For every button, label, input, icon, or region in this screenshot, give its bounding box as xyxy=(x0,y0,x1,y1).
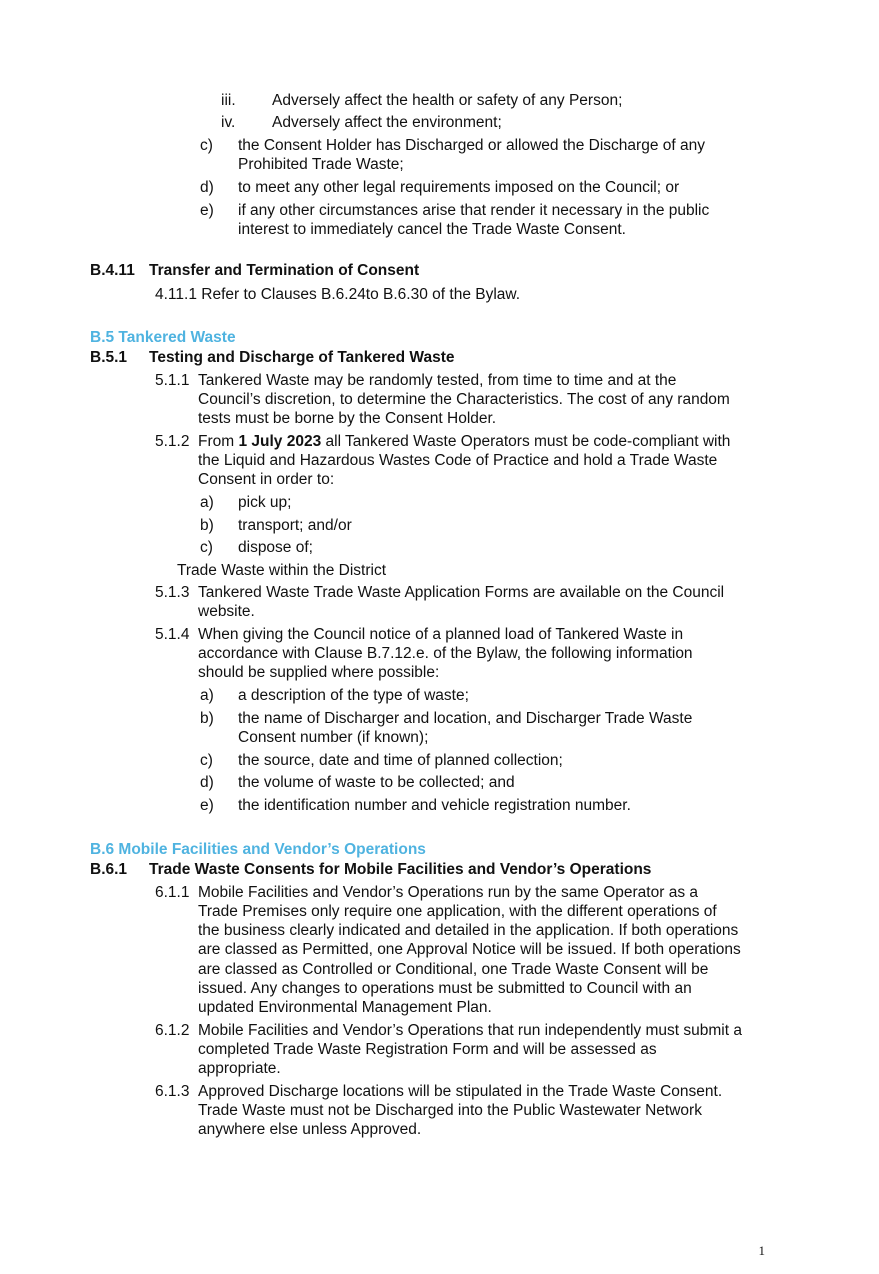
clause-text: updated Environmental Management Plan. xyxy=(198,999,492,1016)
page-number: 1 xyxy=(758,1243,765,1258)
list-num: c) xyxy=(200,137,213,154)
clause-text-part: all Tankered Waste Operators must be code-compliant with xyxy=(321,433,731,450)
list-num: iii. xyxy=(221,92,236,109)
list-text: the source, date and time of planned collection; xyxy=(238,752,563,769)
clause-number: 6.1.2 xyxy=(155,1022,190,1039)
list-text: Adversely affect the health or safety of any Person; xyxy=(272,92,623,109)
clause-text: are classed as Permitted, one Approval Notice will be issued. If both operations xyxy=(198,941,741,958)
clause-text: Mobile Facilities and Vendor’s Operations run by the same Operator as a xyxy=(198,884,698,901)
list-text: the volume of waste to be collected; and xyxy=(238,774,515,791)
list-text: Adversely affect the environment; xyxy=(272,114,502,131)
list-num: a) xyxy=(200,687,214,704)
clause-text: website. xyxy=(198,603,255,620)
clause-number: 5.1.2 xyxy=(155,433,190,450)
list-text: the name of Discharger and location, and Discharger Trade Waste xyxy=(238,710,693,727)
clause-number: 6.1.1 xyxy=(155,884,190,901)
clause-text: accordance with Clause B.7.12.e. of the Bylaw, the following information xyxy=(198,645,693,662)
list-text: transport; and/or xyxy=(238,517,352,534)
date-emphasis: 1 July 2023 xyxy=(238,433,322,450)
clause-text: 4.11.1 Refer to Clauses B.6.24to B.6.30 of the Bylaw. xyxy=(155,286,521,303)
clause-text: issued. Any changes to operations must be submitted to Council with an xyxy=(198,980,692,997)
clause-text: Consent in order to: xyxy=(198,471,335,488)
section-heading: B.6 Mobile Facilities and Vendor’s Operations xyxy=(90,841,426,858)
list-text: a description of the type of waste; xyxy=(238,687,469,704)
section-title: Transfer and Termination of Consent xyxy=(149,262,420,279)
list-num: e) xyxy=(200,797,214,814)
list-num: e) xyxy=(200,202,214,219)
section-number: B.5.1 xyxy=(90,349,128,366)
list-text: the identification number and vehicle registration number. xyxy=(238,797,631,814)
clause-text: Mobile Facilities and Vendor’s Operations that run independently must submit a xyxy=(198,1022,742,1039)
clause-number: 5.1.4 xyxy=(155,626,190,643)
list-text: Prohibited Trade Waste; xyxy=(238,156,404,173)
section-title: Testing and Discharge of Tankered Waste xyxy=(149,349,455,366)
clause-text: Tankered Waste Trade Waste Application Forms are available on the Council xyxy=(198,584,725,601)
clause-text: Council’s discretion, to determine the Characteristics. The cost of any random xyxy=(198,391,730,408)
clause-text: tests must be borne by the Consent Holder. xyxy=(198,410,497,427)
clause-text: Trade Waste must not be Discharged into the Public Wastewater Network xyxy=(198,1102,702,1119)
clause-text: the business clearly indicated and detailed in the application. If both operations xyxy=(198,922,739,939)
clause-text: Tankered Waste may be randomly tested, from time to time and at the xyxy=(198,372,677,389)
section-heading: B.5 Tankered Waste xyxy=(90,329,236,346)
clause-number: 5.1.1 xyxy=(155,372,190,389)
clause-text: anywhere else unless Approved. xyxy=(198,1121,422,1138)
list-num: c) xyxy=(200,752,213,769)
clause-text: the Liquid and Hazardous Wastes Code of Practice and hold a Trade Waste xyxy=(198,452,718,469)
section-title: Trade Waste Consents for Mobile Facilities and Vendor’s Operations xyxy=(149,861,652,878)
section-number: B.4.11 xyxy=(90,262,135,279)
clause-text: When giving the Council notice of a planned load of Tankered Waste in xyxy=(198,626,684,643)
section-number: B.6.1 xyxy=(90,861,128,878)
clause-text: Approved Discharge locations will be stipulated in the Trade Waste Consent. xyxy=(198,1083,723,1100)
clause-text: should be supplied where possible: xyxy=(198,664,440,681)
list-num: b) xyxy=(200,710,214,727)
clause-text-part: From xyxy=(198,433,239,450)
list-text: to meet any other legal requirements imposed on the Council; or xyxy=(238,179,680,196)
list-text: if any other circumstances arise that render it necessary in the public xyxy=(238,202,710,219)
list-text: pick up; xyxy=(238,494,292,511)
list-num: a) xyxy=(200,494,214,511)
list-num: c) xyxy=(200,539,213,556)
list-num: d) xyxy=(200,774,214,791)
clause-text: are classed as Controlled or Conditional, one Trade Waste Consent will be xyxy=(198,961,709,978)
clause-text: completed Trade Waste Registration Form and will be assessed as xyxy=(198,1041,657,1058)
list-text: dispose of; xyxy=(238,539,313,556)
list-text: Consent number (if known); xyxy=(238,729,429,746)
clause-text: appropriate. xyxy=(198,1060,281,1077)
clause-text xyxy=(198,432,730,451)
list-text: the Consent Holder has Discharged or allowed the Discharge of any xyxy=(238,137,705,154)
list-num: b) xyxy=(200,517,214,534)
clause-number: 6.1.3 xyxy=(155,1083,190,1100)
list-text: interest to immediately cancel the Trade Waste Consent. xyxy=(238,221,626,238)
clause-number: 5.1.3 xyxy=(155,584,190,601)
clause-text: Trade Waste within the District xyxy=(177,562,387,579)
list-num: iv. xyxy=(221,114,236,131)
clause-text: Trade Premises only require one application, with the different operations of xyxy=(198,903,717,920)
list-num: d) xyxy=(200,179,214,196)
